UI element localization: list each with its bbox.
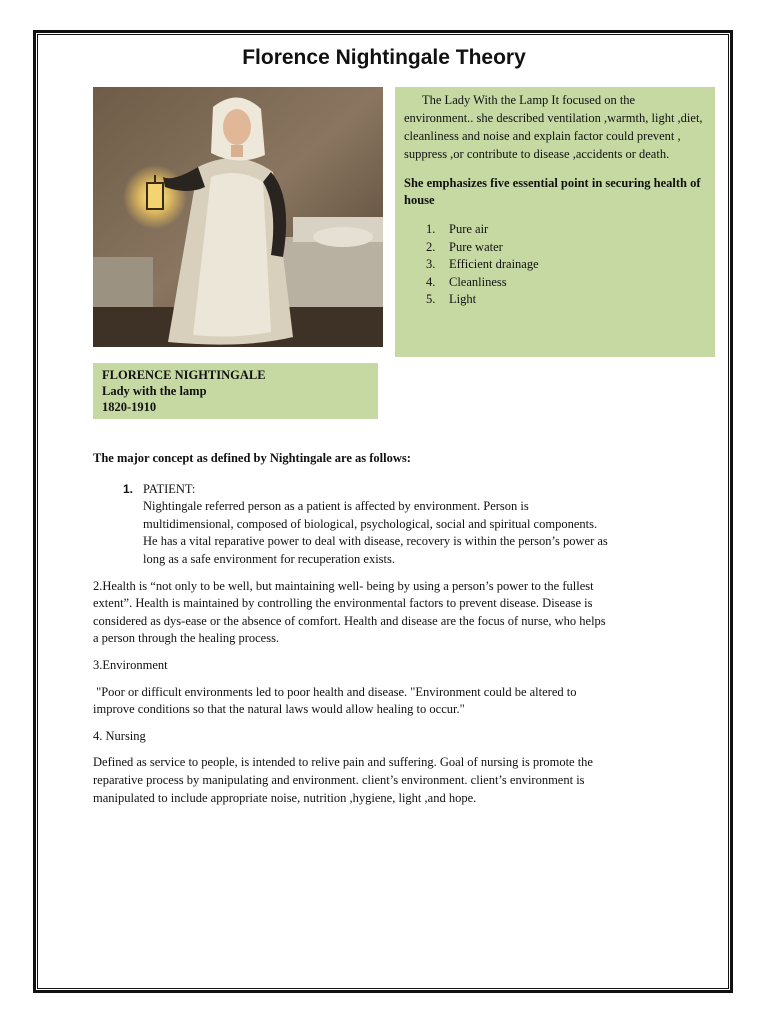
health-line: a person through the healing process. bbox=[93, 631, 280, 646]
health-line: considered as dys-ease or the absence of comfort. Health and disease are the focus of nurse, who helps bbox=[93, 613, 606, 628]
patient-line: Nightingale referred person as a patient is affected by environment. Person is bbox=[143, 499, 529, 514]
list-item: 5. Light bbox=[426, 292, 477, 307]
list-item: 2. Pure water bbox=[426, 239, 503, 254]
patient-heading: PATIENT: bbox=[143, 481, 196, 496]
major-concept-heading: The major concept as defined by Nightingale are as follows: bbox=[93, 451, 411, 465]
list-item: 3. Efficient drainage bbox=[426, 257, 539, 272]
nursing-line: manipulated to include appropriate noise, nutrition ,hygiene, light ,and hope. bbox=[93, 790, 477, 805]
five-points-list bbox=[426, 221, 705, 309]
nursing-heading: 4. Nursing bbox=[93, 728, 146, 743]
patient-item bbox=[93, 481, 683, 569]
page-title: Florence Nightingale Theory bbox=[242, 46, 526, 69]
nursing-line: Defined as service to people, is intended to relive pain and suffering. Goal of nursing is promote the bbox=[93, 755, 593, 770]
nursing-line: reparative process by manipulating and environment. client’s environment. client’s environment is bbox=[93, 772, 585, 787]
health-line: extent”. Health is maintained by controlling the environmental factors to prevent disease. Disease is bbox=[93, 596, 593, 611]
environment-line: improve conditions so that the natural laws would allow healing to occur." bbox=[93, 702, 465, 717]
patient-line: He has a vital reparative power to deal with disease, recovery is within the person’s power as bbox=[143, 534, 608, 549]
nightingale-portrait bbox=[93, 87, 383, 347]
environment-heading: 3.Environment bbox=[93, 657, 168, 672]
list-item: 1. Pure air bbox=[426, 222, 489, 236]
environment-line: "Poor or difficult environments led to poor health and disease. "Environment could be altered to bbox=[93, 684, 577, 699]
health-line: 2.Health is “not only to be well, but maintaining well- being by using a person’s power to the fullest bbox=[93, 578, 594, 593]
five-points-heading: She emphasizes five essential point in securing health of house bbox=[404, 176, 701, 207]
portrait-caption bbox=[93, 363, 378, 419]
caption-name: FLORENCE NIGHTINGALE bbox=[102, 368, 266, 382]
caption-subtitle: Lady with the lamp bbox=[102, 384, 207, 398]
patient-line: long as a safe environment for recuperation exists. bbox=[143, 551, 395, 566]
patient-line: multidimensional, composed of biological, psychological, social and spiritual components. bbox=[143, 516, 598, 531]
intro-paragraph: The Lady With the Lamp It focused on the environment.. she described ventilation ,warmth, light ,diet, cleanliness and noise and explain factor could prevent , suppress ,or contribute to disease ,accidents or death. bbox=[404, 93, 703, 161]
list-item: 4. Cleanliness bbox=[426, 274, 507, 289]
caption-years: 1820-1910 bbox=[102, 400, 157, 414]
concepts-section bbox=[93, 450, 683, 807]
patient-number: 1. bbox=[122, 481, 133, 496]
theory-summary-box bbox=[395, 87, 715, 357]
